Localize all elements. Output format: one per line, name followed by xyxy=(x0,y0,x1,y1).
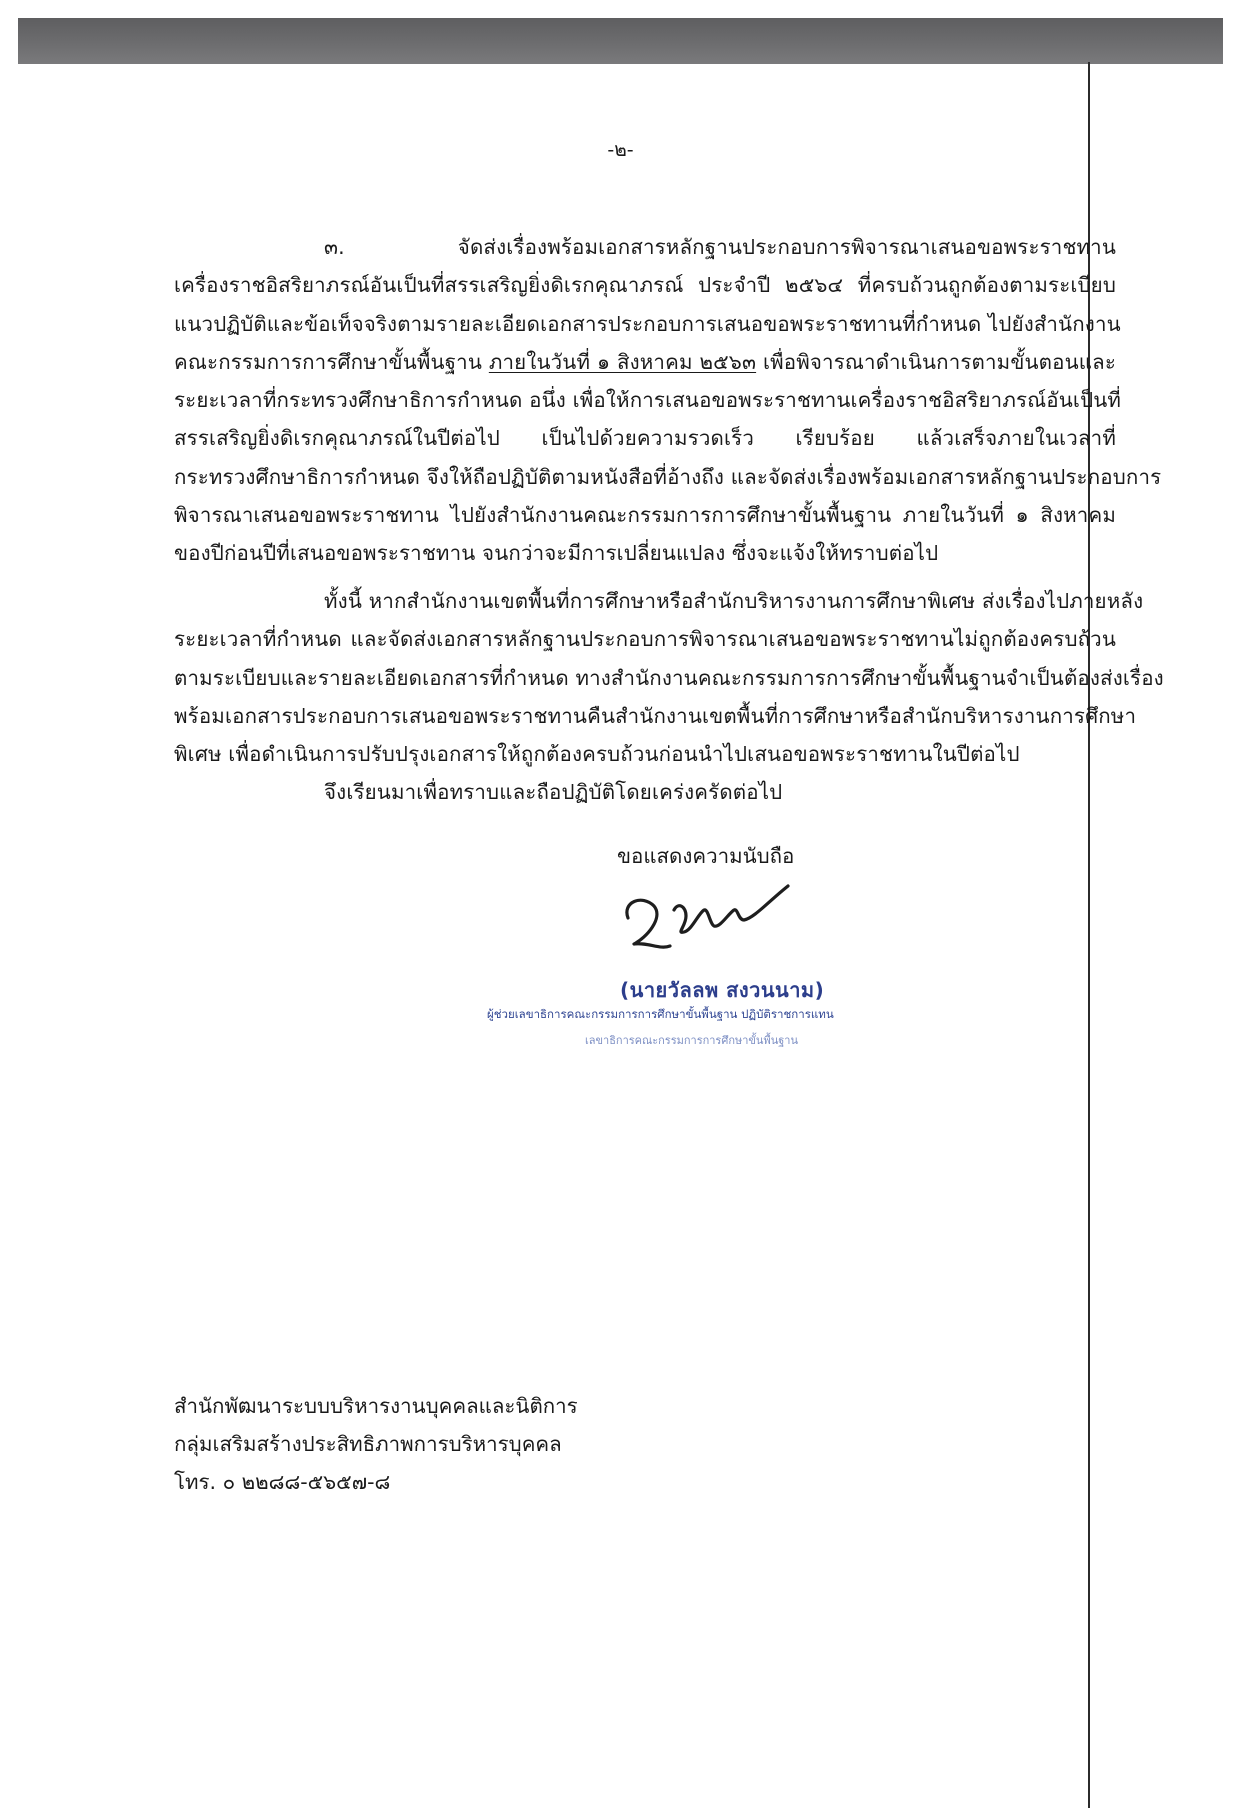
paragraph-submission-instructions xyxy=(174,228,1162,573)
paragraph-line: ระยะเวลาที่กระทรวงศึกษาธิการกำหนด อนึ่ง เพื่อให้การเสนอขอพระราชทานเครื่องราชอิสริยาภรณ์อันเป็นที่ xyxy=(174,388,1122,413)
footer-phone: โทร. ๐ ๒๒๘๘-๕๖๕๗-๘ xyxy=(174,1470,391,1494)
paragraph-line: ของปีก่อนปีที่เสนอขอพระราชทาน จนกว่าจะมีการเปลี่ยนแปลง ซึ่งจะแจ้งให้ทราบต่อไป xyxy=(174,541,939,566)
signer-subtitle: เลขาธิการคณะกรรมการการศึกษาขั้นพื้นฐาน xyxy=(585,1034,798,1047)
paragraph-line: พิเศษ เพื่อดำเนินการปรับปรุงเอกสารให้ถูกต้องครบถ้วนก่อนนำไปเสนอขอพระราชทานในปีต่อไป xyxy=(174,742,1020,767)
paragraph-line: พร้อมเอกสารประกอบการเสนอขอพระราชทานคืนสำนักงานเขตพื้นที่การศึกษาหรือสำนักบริหารงานการศึกษา xyxy=(174,703,1137,728)
paragraph-line: ทั้งนี้ หากสำนักงานเขตพื้นที่การศึกษาหรือสำนักบริหารงานการศึกษาพิเศษ ส่งเรื่องไปภายหลัง xyxy=(324,589,1144,613)
closing-salutation: ขอแสดงความนับถือ xyxy=(617,844,795,868)
paragraph-line: เครื่องราชอิสริยาภรณ์อันเป็นที่สรรเสริญยิ่งดิเรกคุณาภรณ์ ประจำปี ๒๕๖๔ ที่ครบถ้วนถูกต้องตามระเบียบ xyxy=(174,273,1116,298)
line-segment: เพื่อพิจารณาดำเนินการตามขั้นตอนและ xyxy=(756,349,1116,374)
line-segment: คณะกรรมการการศึกษาขั้นพื้นฐาน xyxy=(174,349,489,374)
paragraph-conclusion xyxy=(174,773,1116,811)
paragraph-late-submission xyxy=(174,582,1164,773)
paragraph-line: จึงเรียนมาเพื่อทราบและถือปฏิบัติโดยเคร่งครัดต่อไป xyxy=(324,780,783,804)
signer-name: (นายวัลลพ สงวนนาม) xyxy=(620,978,825,1002)
footer-office: สำนักพัฒนาระบบบริหารงานบุคคลและนิติการ xyxy=(174,1394,578,1418)
deadline-underlined: ภายในวันที่ ๑ สิงหาคม ๒๕๖๓ xyxy=(488,349,757,374)
paragraph-line: ระยะเวลาที่กำหนด และจัดส่งเอกสารหลักฐานประกอบการพิจารณาเสนอขอพระราชทานไม่ถูกต้องครบถ้วน xyxy=(174,627,1116,652)
paragraph-line: สรรเสริญยิ่งดิเรกคุณาภรณ์ในปีต่อไป เป็นไปด้วยความรวดเร็ว เรียบร้อย แล้วเสร็จภายในเวลาที่ xyxy=(174,426,1116,451)
footer-contact xyxy=(174,1387,578,1501)
paragraph-line: แนวปฏิบัติและข้อเท็จจริงตามรายละเอียดเอกสารประกอบการเสนอขอพระราชทานที่กำหนด ไปยังสำนักงาน xyxy=(174,311,1121,336)
paragraph-line: พิจารณาเสนอขอพระราชทาน ไปยังสำนักงานคณะกรรมการการศึกษาขั้นพื้นฐาน ภายในวันที่ ๑ สิงหาคม xyxy=(174,503,1116,528)
page-number: -๒- xyxy=(607,139,634,161)
signer-title: ผู้ช่วยเลขาธิการคณะกรรมการการศึกษาขั้นพื้นฐาน ปฏิบัติราชการแทน xyxy=(487,1007,834,1021)
paragraph-line xyxy=(174,343,1116,381)
paragraph-line: กระทรวงศึกษาธิการกำหนด จึงให้ถือปฏิบัติตามหนังสือที่อ้างถึง และจัดส่งเรื่องพร้อมเอกสารหลักฐานประกอบการ xyxy=(174,464,1162,489)
handwritten-signature xyxy=(620,880,820,980)
paragraph-line: ตามระเบียบและรายละเอียดเอกสารที่กำหนด ทางสำนักงานคณะกรรมการการศึกษาขั้นพื้นฐานจำเป็นต้องส่งเรื่อง xyxy=(174,665,1164,690)
scan-header-bar xyxy=(18,18,1223,64)
paragraph-line: ๓. จัดส่งเรื่องพร้อมเอกสารหลักฐานประกอบการพิจารณาเสนอขอพระราชทาน xyxy=(324,235,1116,259)
footer-group: กลุ่มเสริมสร้างประสิทธิภาพการบริหารบุคคล xyxy=(174,1432,562,1456)
